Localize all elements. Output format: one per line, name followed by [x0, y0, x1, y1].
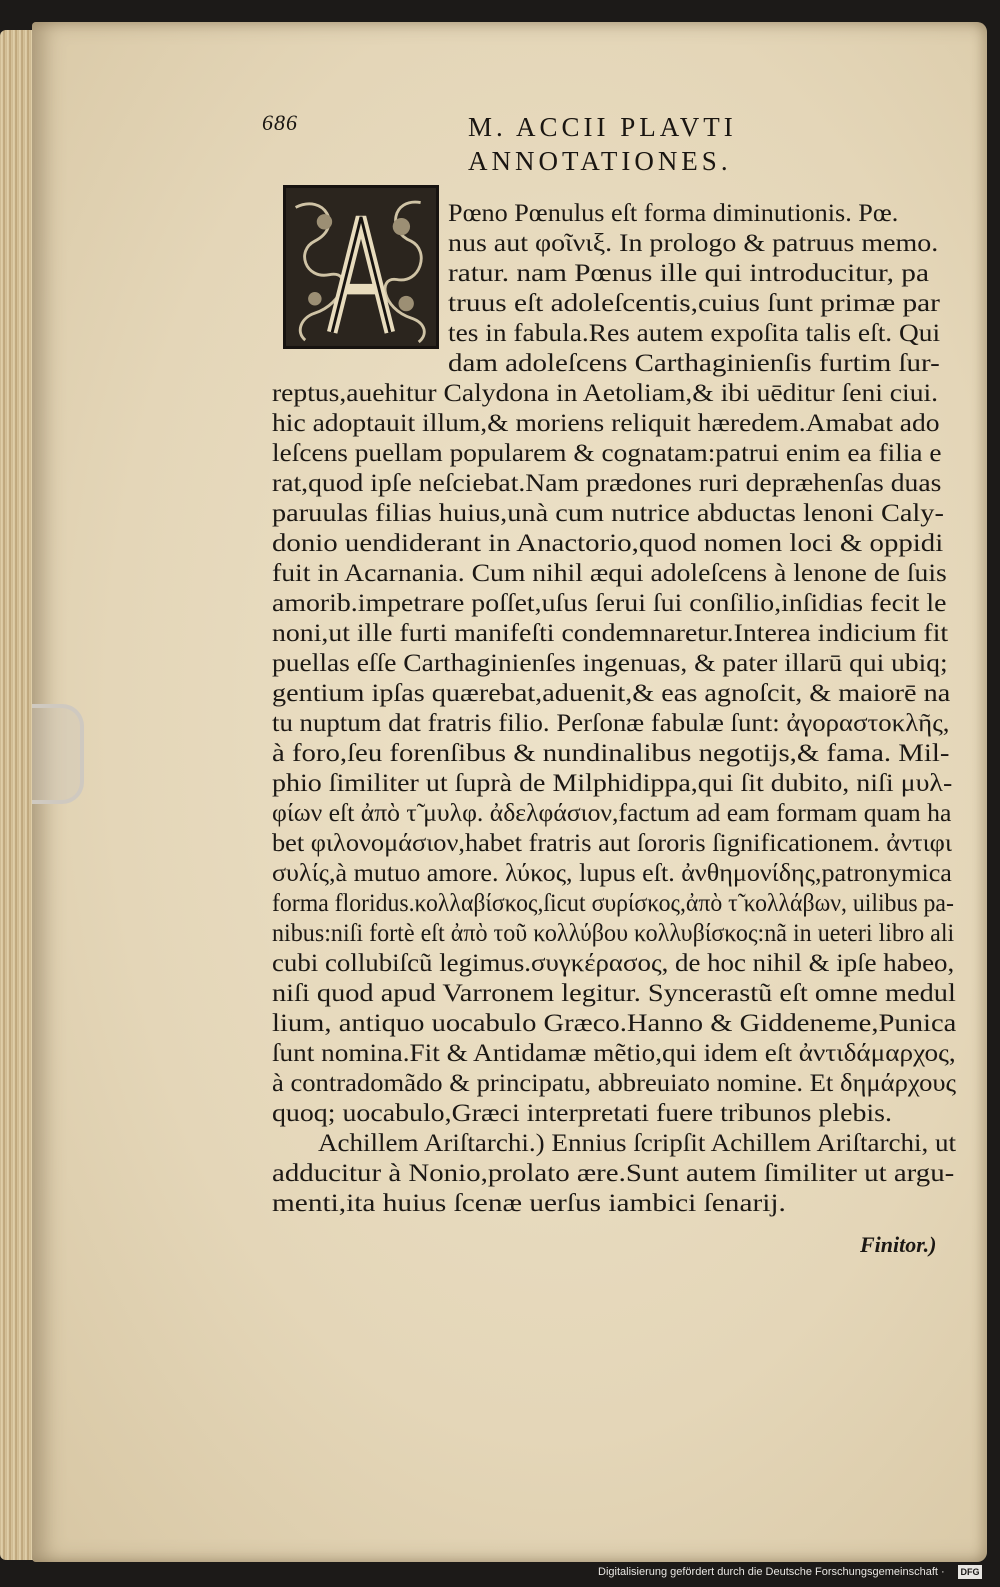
text-line: puellas eſſe Carthaginienſes ingenuas, & pater illarū qui ubiq;: [272, 648, 948, 677]
text-line: rat,quod ipſe neſciebat.Nam prædones ruri depræhenſas duas: [272, 468, 942, 497]
decorated-initial-a: [283, 185, 439, 349]
text-line: donio uendiderant in Anactorio,quod nomen loci & oppidi: [272, 528, 944, 557]
text-line: à foro,ſeu forenſibus & nundinalibus negotijs,& fama. Mil-: [272, 738, 950, 767]
text-line: ratur. nam Pœnus ille qui introducitur, pa: [448, 258, 929, 287]
page-number: 686: [262, 110, 298, 135]
text-line: dam adoleſcens Carthaginienſis furtim ſur-: [448, 348, 940, 377]
text-line: Achillem Ariſtarchi.) Ennius ſcripſit Achillem Ariſtarchi, ut: [318, 1128, 957, 1157]
text-line: nibus:niſi fortè eſt ἀπὸ τοῦ κολλύβου κολλυβίσκος:nã in ueteri libro ali: [272, 918, 955, 947]
text-line: cubi collubiſcũ legimus.συγκέρασος, de hoc nihil & ipſe habeo,: [272, 948, 955, 977]
running-head: M. ACCII PLAVTI: [468, 112, 737, 142]
text-line: gentium ipſas quærebat,aduenit,& eas agnoſcit, & maiorē na: [272, 678, 951, 707]
text-line: quoq; uocabulo,Græci interpretati fuere tribunos plebis.: [272, 1098, 892, 1127]
text-line: reptus,auehitur Calydona in Aetoliam,& ibi uēditur ſeni ciui.: [272, 378, 939, 407]
catchword: Finitor.): [860, 1232, 937, 1257]
page-clip: [32, 704, 84, 804]
text-line: phio ſimiliter ut ſuprà de Milphidippa,qui ſit dubito, niſi μυλ-: [272, 768, 953, 797]
text-line: amorib.impetrare poſſet,uſus ſerui ſui conſilio,inſidias fecit le: [272, 588, 947, 617]
text-line: menti,ita huius ſcenæ uerſus iambici ſenarij.: [272, 1188, 786, 1217]
text-line: forma floridus.κολλαβίσκος,ſicut συρίσκος,ἀπὸ τ̃ κολλάβων, uilibus pa-: [272, 888, 954, 917]
text-line: noni,ut ille furti manifeſti condemnaretur.Interea indicium fit: [272, 618, 949, 647]
text-line: bet φιλονομάσιον,habet fratris aut ſororis ſignificationem. ἀντιφι: [272, 828, 952, 857]
text-line: niſi quod apud Varronem legitur. Syncerastũ eſt omne medul: [272, 978, 956, 1007]
text-line: à contradomãdo & principatu, abbreuiato nomine. Et δημάρχους: [272, 1068, 957, 1097]
text-line: συλίς,à mutuo amore. λύκος, lupus eſt. ἀνθημονίδης,patronymica: [272, 858, 952, 887]
text-line: Pœno Pœnulus eſt forma diminutionis. Pœ.: [448, 198, 899, 227]
text-line: tu nuptum dat fratris filio. Perſonæ fabulæ ſunt: ἀγοραστοκλῆς,: [272, 708, 950, 737]
text-line: lium, antiquo uocabulo Græco.Hanno & Giddeneme,Punica: [272, 1008, 957, 1037]
text-line: tes in fabula.Res autem expoſita talis eſt. Qui: [448, 318, 941, 347]
footer-credit: Digitalisierung gefördert durch die Deutsche Forschungsgemeinschaft ·: [598, 1566, 945, 1578]
text-line: ſunt nomina.Fit & Antidamæ mẽtio,qui idem eſt ἀντιδάμαρχος,: [272, 1038, 956, 1067]
text-line: leſcens puellam popularem & cognatam:patrui enim ea filia e: [272, 438, 942, 467]
text-line: adducitur à Nonio,prolato ære.Sunt autem ſimiliter ut argu-: [272, 1158, 955, 1187]
text-line: hic adoptauit illum,& moriens reliquit hæredem.Amabat ado: [272, 408, 940, 437]
ornament-icon: [286, 188, 436, 346]
text-line: nus aut φοῖνιξ. In prologo & patruus memo.: [448, 228, 939, 257]
text-line: paruulas filias huius,unà cum nutrice abductas lenoni Caly-: [272, 498, 944, 527]
text-line: truus eſt adoleſcentis,cuius ſunt primæ par: [448, 288, 940, 317]
section-title: ANNOTATIONES.: [468, 146, 732, 176]
dfg-logo-icon: DFG: [958, 1565, 982, 1579]
text-line: fuit in Acarnania. Cum nihil æqui adoleſcens à lenone de ſuis: [272, 558, 947, 587]
text-line: φίων eſt ἀπὸ τ̃ μυλφ. ἀδελφάσιον,factum ad eam formam quam ha: [272, 798, 952, 827]
